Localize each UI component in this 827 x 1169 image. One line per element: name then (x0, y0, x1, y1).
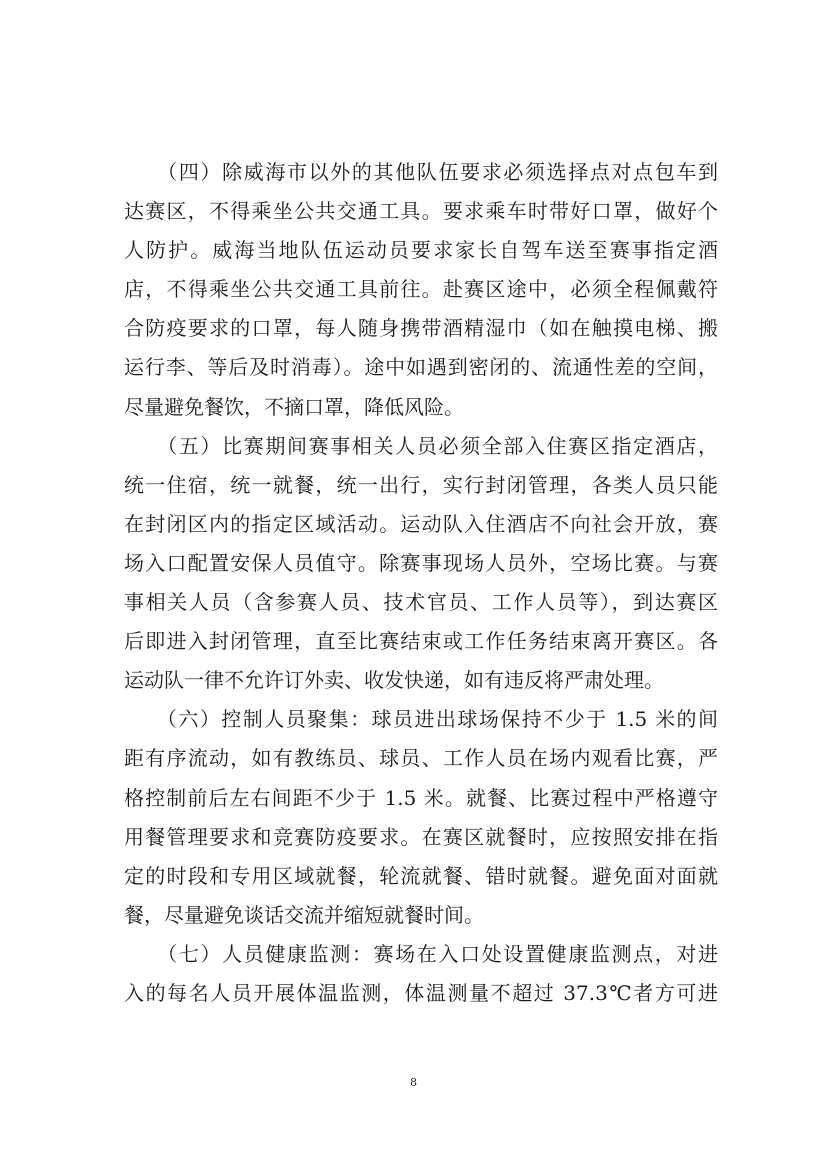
text-line: （七）人员健康监测：赛场在入口处设置健康监测点，对进 (124, 941, 718, 966)
text-line: 达赛区，不得乘坐公共交通工具。要求乘车时带好口罩，做好个 (124, 199, 718, 224)
text-line: 事相关人员（含参赛人员、技术官员、工作人员等），到达赛区 (124, 590, 718, 615)
text-line: 人防护。威海当地队伍运动员要求家长自驾车送至赛事指定酒 (124, 238, 718, 263)
text-line: 在封闭区内的指定区域活动。运动队入住酒店不向社会开放，赛 (124, 511, 718, 536)
text-line: 运动队一律不允许订外卖、收发快递，如有违反将严肃处理。 (124, 668, 664, 693)
text-line: （六）控制人员聚集：球员进出球场保持不少于 1.5 米的间 (124, 707, 718, 732)
text-line: 格控制前后左右间距不少于 1.5 米。就餐、比赛过程中严格遵守 (124, 785, 718, 810)
text-line: 定的时段和专用区域就餐，轮流就餐、错时就餐。避免面对面就 (124, 863, 718, 888)
text-line: 后即进入封闭管理，直至比赛结束或工作任务结束离开赛区。各 (124, 629, 718, 654)
text-line: （五）比赛期间赛事相关人员必须全部入住赛区指定酒店， (124, 433, 718, 458)
text-line: 餐，尽量避免谈话交流并缩短就餐时间。 (124, 902, 484, 927)
text-line: 运行李、等后及时消毒）。途中如遇到密闭的、流通性差的空间， (124, 355, 718, 380)
page-number: 8 (410, 1076, 417, 1089)
text-line: 距有序流动，如有教练员、球员、工作人员在场内观看比赛，严 (124, 746, 718, 771)
text-line: （四）除威海市以外的其他队伍要求必须选择点对点包车到 (124, 160, 718, 184)
text-line: 场入口配置安保人员值守。除赛事现场人员外，空场比赛。与赛 (124, 550, 718, 575)
text-line: 统一住宿，统一就餐，统一出行，实行封闭管理，各类人员只能 (124, 472, 718, 497)
text-line: 入的每名人员开展体温监测，体温测量不超过 37.3℃者方可进 (124, 980, 718, 1005)
body-text (124, 153, 718, 1013)
text-line: 合防疫要求的口罩，每人随身携带酒精湿巾（如在触摸电梯、搬 (124, 316, 718, 341)
text-line: 店，不得乘坐公共交通工具前往。赴赛区途中，必须全程佩戴符 (124, 277, 718, 302)
text-line: 用餐管理要求和竞赛防疫要求。在赛区就餐时，应按照安排在指 (124, 824, 718, 849)
text-line: 尽量避免餐饮，不摘口罩，降低风险。 (124, 394, 464, 419)
